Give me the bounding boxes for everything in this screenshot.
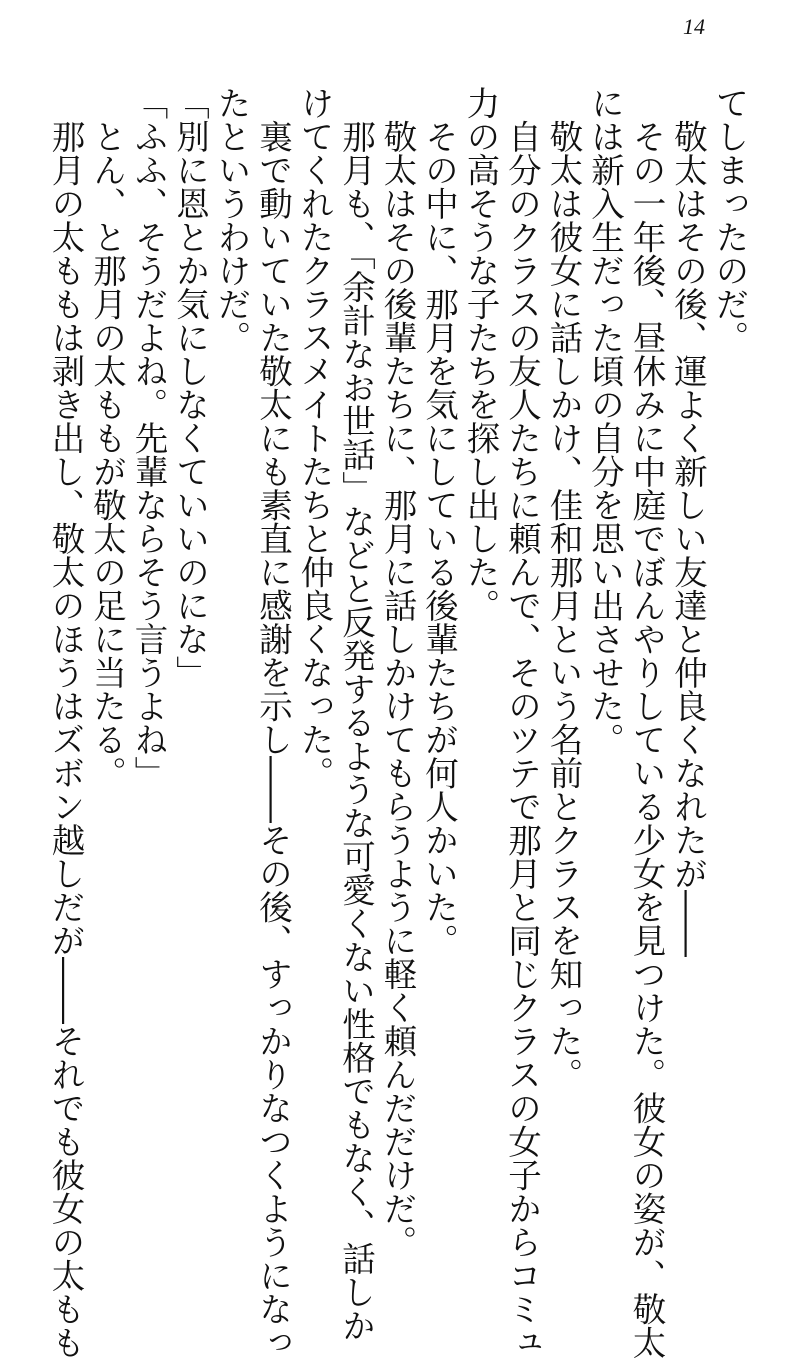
- page-number: 14: [683, 14, 705, 39]
- text-line: てしまったのだ。: [710, 86, 749, 354]
- text-line: たというわけだ。: [212, 86, 251, 354]
- text-line: 敬太はその後、運よく新しい友達と仲良くなれたが――: [668, 86, 708, 957]
- text-line: 自分のクラスの友人たちに頼んで、そのツテで那月と同じクラスの女子からコミュ: [502, 86, 542, 1359]
- dialogue-line: 「別に恩とか気にしなくていいのにな」: [170, 86, 210, 689]
- text-line: 力の高そうな子たちを探し出した。: [461, 86, 500, 622]
- text-line: けてくれたクラスメイトたちと仲良くなった。: [295, 86, 334, 790]
- text-line: 裏で動いていた敬太にも素直に感謝を示し――その後、すっかりなつくようになっ: [253, 86, 293, 1359]
- text-line: には新入生だった頃の自分を思い出させた。: [585, 86, 625, 756]
- vertical-text-body: [45, 86, 751, 1359]
- text-line: その一年後、昼休みに中庭でぼんやりしている少女を見つけた。彼女の姿が、敬太: [627, 86, 666, 1359]
- text-line: とん、と那月の太ももが敬太の足に当たる。: [87, 86, 127, 790]
- text-line: 那月も、「余計なお世話」などと反発するような可愛くない性格でもなく、話しか: [336, 86, 376, 1343]
- dialogue-line: 「ふふ、そうだよね。先輩ならそう言うよね」: [129, 86, 168, 790]
- text-line: その中に、那月を気にしている後輩たちが何人かいた。: [419, 86, 459, 957]
- text-line: 那月の太ももは剥き出し、敬太のほうはズボン越しだが――それでも彼女の太もも: [46, 86, 85, 1359]
- text-line: 敬太はその後輩たちに、那月に話しかけてもらうように軽く頼んだだけだ。: [378, 86, 417, 1259]
- text-line: 敬太は彼女に話しかけ、佳和那月という名前とクラスを知った。: [544, 86, 583, 1091]
